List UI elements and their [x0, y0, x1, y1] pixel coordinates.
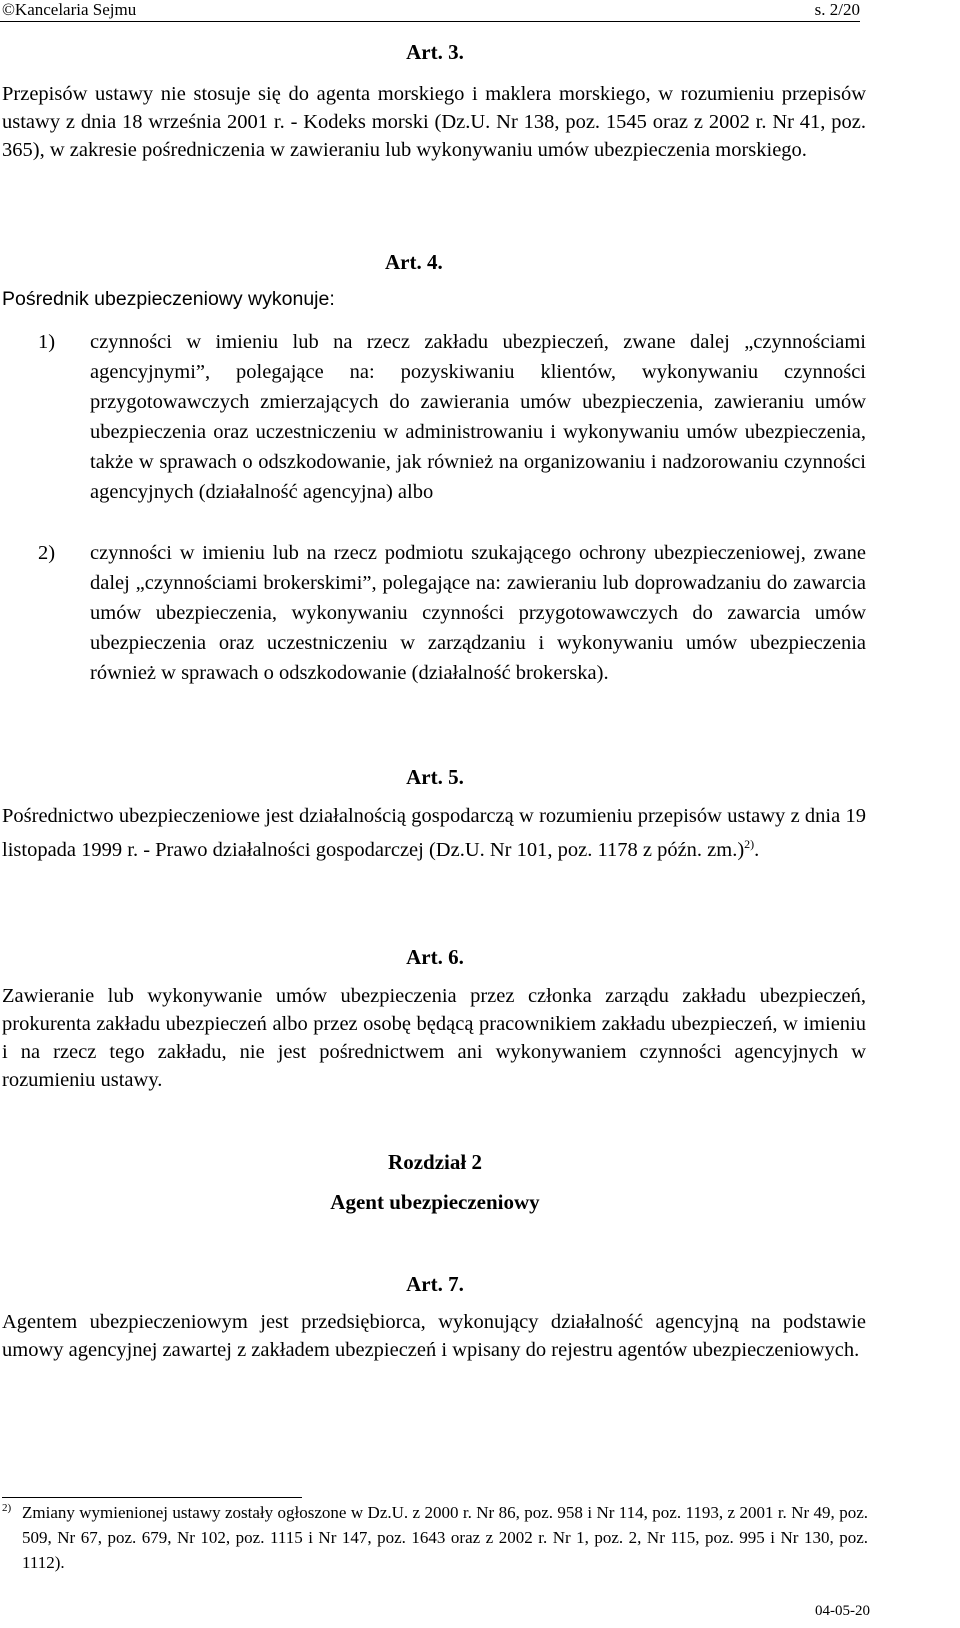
- art3-text: Przepisów ustawy nie stosuje się do agenta morskiego i maklera morskiego, w rozumieniu przepisów ustawy z dnia 18 września 2001 r. - Kodeks morski (Dz.U. Nr 138, poz. 1545 oraz z 2002 r. Nr 41, poz. 365), w zakresie pośredniczenia w zawieraniu lub wykonywaniu umów ubezpieczenia morskiego.: [2, 83, 866, 161]
- art5-text-body: Pośrednictwo ubezpieczeniowe jest działalnością gospodarczą w rozumieniu przepisów ustawy z dnia 19 listopada 1999 r. - Prawo działalności gospodarczej (Dz.U. Nr 101, poz. 1178 z późn. zm.): [2, 805, 866, 861]
- header-page-number: s. 2/20: [814, 0, 860, 19]
- art4-item-1-number: 1): [38, 331, 56, 353]
- art6-heading: Art. 6.: [406, 945, 464, 969]
- art4-heading: Art. 4.: [385, 250, 443, 274]
- header-publisher: ©Kancelaria Sejmu: [2, 0, 137, 19]
- art5-text-end: .: [754, 838, 760, 861]
- art4-item-1-text: czynności w imieniu lub na rzecz zakładu ubezpieczeń, zwane dalej „czynnościami agencyjnymi”, polegające na: pozyskiwaniu klientów, wykonywaniu czynności przygotowawczych zmierzających do zawierania umów ubezpieczenia, zawieraniu umów ubezpieczenia oraz uczestniczeniu w administrowaniu i wykonywaniu umów ubezpieczenia, także w sprawach o odszkodowanie, jak również na organizowaniu i nadzorowaniu czynności agencyjnych (działalność agencyjna) albo: [90, 331, 866, 503]
- chapter-number: Rozdział 2: [388, 1150, 482, 1174]
- art4-item-2-text: czynności w imieniu lub na rzecz podmiotu szukającego ochrony ubezpieczeniowej, zwane dalej „czynnościami brokerskimi”, polegające na: zawieraniu lub doprowadzaniu do zawarcia umów ubezpieczenia, wykonywaniu czynności przygotowawczych do zawarcia umów ubezpieczenia oraz uczestniczeniu w zarządzaniu i wykonywaniu umów ubezpieczenia również w sprawach o odszkodowanie (działalność brokerska).: [90, 542, 866, 684]
- art4-item-2: [38, 538, 866, 688]
- art3-heading: Art. 3.: [406, 40, 464, 64]
- art7-text: Agentem ubezpieczeniowym jest przedsiębiorca, wykonujący działalność agencyjną na podstawie umowy agencyjnej zawartej z zakładem ubezpieczeń i wpisany do rejestru agentów ubezpieczeniowych.: [2, 1311, 866, 1361]
- art6-text: Zawieranie lub wykonywanie umów ubezpieczenia przez członka zarządu zakładu ubezpieczeń, prokurenta zakładu ubezpieczeń albo przez osobę będącą pracownikiem zakładu ubezpieczeń, w imieniu i na rzecz tego zakładu, nie jest pośrednictwem ani wykonywaniem czynności agencyjnych w rozumieniu ustawy.: [2, 985, 866, 1091]
- footer-date: 04-05-20: [815, 1603, 870, 1619]
- footnote-text: Zmiany wymienionej ustawy zostały ogłoszone w Dz.U. z 2000 r. Nr 86, poz. 958 i Nr 114, poz. 1193, z 2001 r. Nr 49, poz. 509, Nr 67, poz. 679, Nr 102, poz. 1115 i Nr 147, poz. 1643 oraz z 2002 r. Nr 1, poz. 2, Nr 115, poz. 995 i Nr 130, poz. 1112).: [22, 1503, 868, 1572]
- footnote-mark: 2): [2, 1502, 12, 1514]
- footnote-separator: [2, 1497, 302, 1498]
- art4-intro: Pośrednik ubezpieczeniowy wykonuje:: [2, 288, 335, 310]
- footnote-ref-2[interactable]: 2): [744, 837, 755, 851]
- page-header: [0, 0, 860, 22]
- chapter-title: Agent ubezpieczeniowy: [330, 1190, 540, 1214]
- art5-text: [2, 802, 866, 864]
- art4-item-1: [38, 327, 866, 507]
- art5-heading: Art. 5.: [406, 765, 464, 789]
- footnote: [2, 1500, 868, 1575]
- art4-item-2-number: 2): [38, 542, 56, 564]
- header-rule: [0, 21, 860, 22]
- art7-heading: Art. 7.: [406, 1272, 464, 1296]
